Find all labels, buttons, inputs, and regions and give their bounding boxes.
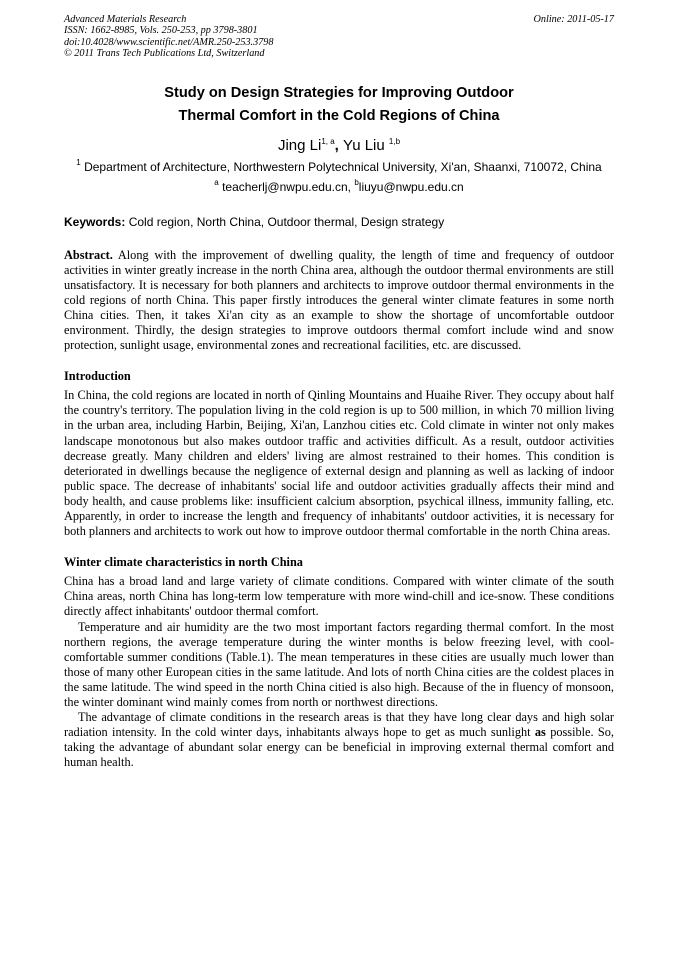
climate-paragraph-3-bold: as (534, 725, 546, 740)
email-a-superscript: a (214, 177, 219, 187)
paper-title (64, 82, 614, 128)
keywords-text: Cold region, North China, Outdoor thermal, Design strategy (128, 214, 445, 229)
online-date: Online: 2011-05-17 (533, 14, 614, 25)
journal-header (64, 14, 614, 60)
email-b: liuyu@nwpu.edu.cn (358, 179, 464, 194)
climate-paragraph-3-end: possible. So, taking the advantage of abundant solar energy can be beneficial in improving external thermal comfort and human health. (64, 725, 614, 770)
introduction-paragraph-1: In China, the cold regions are located in north of Qinling Mountains and Huaihe River. They occupy about half the country's territory. The population living in the cold region is up to 500 million, in which 70 million living in the urban area, including Harbin, Beijing, Xi'an, Lanzhou cities etc. Cold climate in winter not only makes landscape monotonous but also makes outdoor traffic and activities difficult. As a result, outdoor activities decrease greatly. Many children and elders' living are almost restrained to their homes. This condition is deteriorated in dwellings because the negligence of external design and planning as well as lacking of indoor public space. The decrease of inhabitants' social life and outdoor activities gradually affects their mind and body health, and cause problems like: insufficient calcium absorption, psychical illness, immunity falling, etc. Apparently, in order to increase the length and frequency of inhabitants' outdoor activities, it is necessary for both planners and architects to work out how to improve outdoor thermal comfortable in the north China areas. (64, 388, 614, 539)
journal-name: Advanced Materials Research (64, 14, 187, 25)
affiliation-superscript: 1 (76, 157, 81, 167)
climate-paragraph-3 (64, 710, 614, 770)
author-2: Yu Liu (343, 136, 385, 154)
title-line-2: Thermal Comfort in the Cold Regions of China (178, 107, 500, 124)
email-b-superscript: b (354, 177, 359, 187)
author-1: Jing Li (277, 136, 322, 154)
abstract-label: Abstract. (64, 247, 113, 262)
author-emails (64, 177, 614, 195)
email-a: teacherlj@nwpu.edu.cn, (222, 179, 351, 194)
abstract (64, 248, 614, 354)
author-separator: , (334, 136, 344, 154)
author-2-superscript: 1,b (388, 136, 401, 146)
climate-paragraph-2: Temperature and air humidity are the two most important factors regarding thermal comfort. In the most northern regions, the average temperature during the winter months is below freezing level, with cool-comfortable summer conditions (Table.1). The mean temperatures in these cities are usually much lower than those of many other European cities in the same latitude. And lots of north China cities are the coldest places in the same latitude. The wind speed in the north China citied is also high. Because of the in fluency of monsoon, the winter dominant wind mainly comes from north or northwest directions. (64, 619, 614, 709)
affiliation (60, 157, 618, 175)
author-1-superscript: 1, a (321, 136, 335, 146)
keywords-label: Keywords: (64, 214, 126, 229)
copyright-line: © 2011 Trans Tech Publications Ltd, Switzerland (64, 48, 265, 60)
climate-paragraph-3-start: The advantage of climate conditions in the research areas is that they have long clear days and high solar radiation intensity. In the cold winter days, inhabitants always hope to get as much sunlight (64, 710, 614, 740)
issn-line: ISSN: 1662-8985, Vols. 250-253, pp 3798-3801 (64, 25, 258, 37)
climate-paragraph-1: China has a broad land and large variety of climate conditions. Compared with winter climate of the south China areas, north China has long-term low temperature with more wind-chill and ice-snow. These conditions directly affect inhabitants' outdoor thermal comfort. (64, 574, 614, 619)
author-list (64, 137, 614, 155)
abstract-text: Along with the improvement of dwelling quality, the length of time and frequency of outdoor activities in winter greatly increase in the north China area, although the outdoor thermal environments are still unsatisfactory. It is necessary for both planners and architects to improve outdoor thermal environments in the cold regions of north China. This paper firstly introduces the general winter climate features in some north China cities. Then, it takes Xi'an city as an example to show the shortage of uncomfortable outdoor environment. Thirdly, the design strategies to improve outdoors thermal comfort include wind and snow protection, sunlight usage, environmental zones and recreational facilities, etc. are discussed. (64, 247, 614, 353)
affiliation-text: Department of Architecture, Northwestern Polytechnical University, Xi'an, Shaanxi, 710072, China (84, 159, 602, 174)
section-heading-winter-climate: Winter climate characteristics in north China (64, 555, 303, 570)
doi-line: doi:10.4028/www.scientific.net/AMR.250-253.3798 (64, 36, 274, 48)
title-line-1: Study on Design Strategies for Improving Outdoor (164, 84, 514, 101)
keywords (64, 215, 614, 230)
paper-page (64, 14, 614, 770)
section-heading-introduction: Introduction (64, 369, 131, 384)
